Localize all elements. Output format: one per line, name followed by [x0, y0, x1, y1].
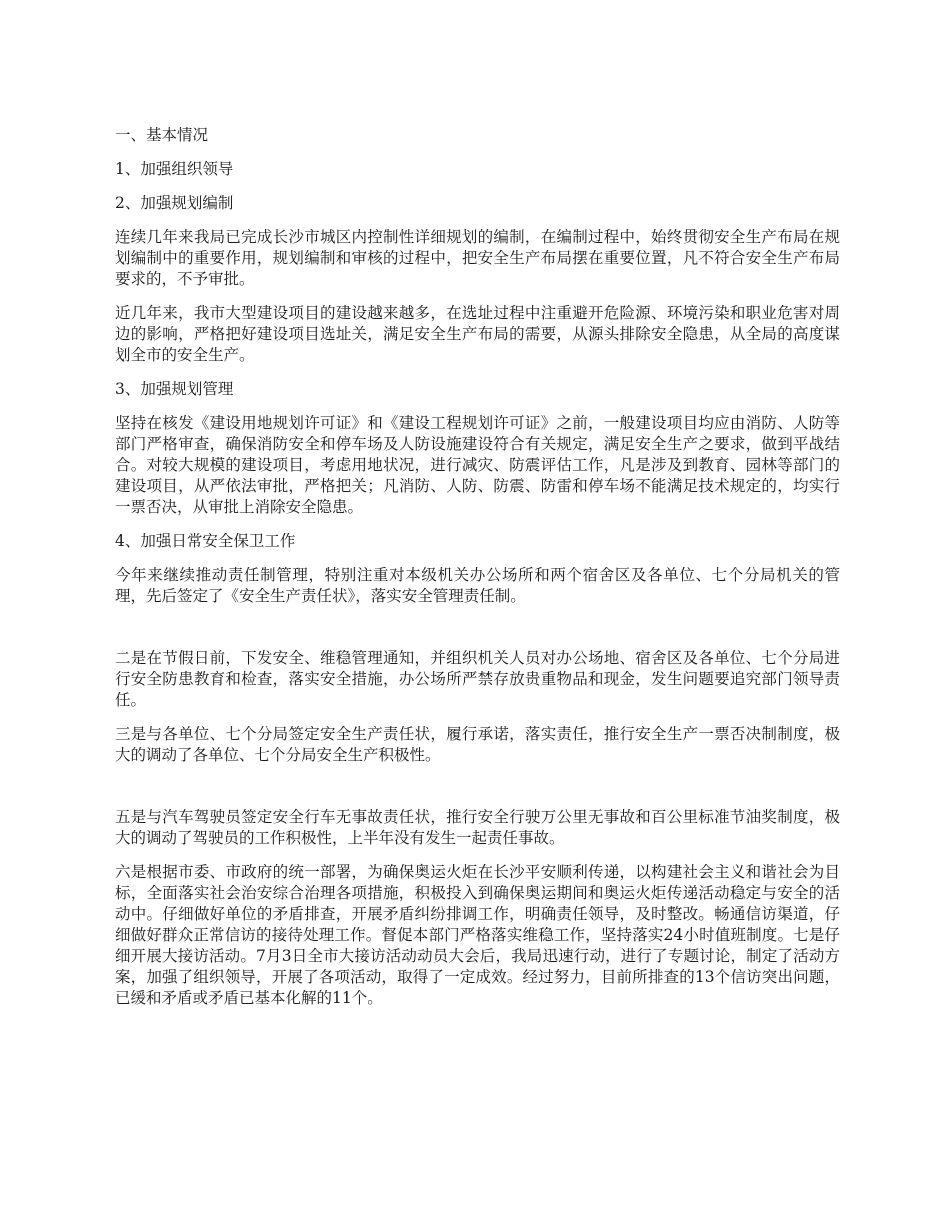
- paragraph-planning-management: 坚持在核发《建设用地规划许可证》和《建设工程规划许可证》之前，一般建设项目均应由消防、人防等部门严格审查，确保消防安全和停车场及人防设施建设符合有关规定，满足安全生产之要求，做到平战结合。对较大规模的建设项目，考虑用地状况，进行减灾、防震评估工作，凡是涉及到教育、园林等部门的建设项目，从严依法审批，严格把关；凡消防、人防、防震、防雷和停车场不能满足技术规定的，均实行一票否决，从审批上消除安全隐患。: [115, 414, 840, 516]
- paragraph-driver-safety: 五是与汽车驾驶员签定安全行车无事故责任状，推行安全行驶万公里无事故和百公里标准节油奖制度，极大的调动了驾驶员的工作积极性，上半年没有发生一起责任事故。: [115, 808, 840, 847]
- blank-gap: [115, 620, 840, 648]
- section-heading-basic: 一、基本情况: [115, 126, 209, 144]
- document-body: [115, 125, 840, 1022]
- blank-gap: [115, 779, 840, 807]
- subheading-daily-security: 4、加强日常安全保卫工作: [115, 532, 296, 550]
- paragraph-stability-petitions: 六是根据市委、市政府的统一部署，为确保奥运火炬在长沙平安顺利传递，以构建社会主义和谐社会为目标，全面落实社会治安综合治理各项措施，积极投入到确保奥运期间和奥运火炬传递活动稳定与安全的活动中。仔细做好单位的矛盾排查，开展矛盾纠纷排调工作，明确责任领导，及时整改。畅通信访渠道，仔细做好群众正常信访的接待处理工作。督促本部门严格落实维稳工作，坚持落实24小时值班制度。七是仔细开展大接访活动。7月3日全市大接访活动动员大会后，我局迅速行动，进行了专题讨论，制定了活动方案，加强了组织领导，开展了各项活动，取得了一定成效。经过努力，目前所排查的13个信访突出问题，已缓和矛盾或矛盾已基本化解的11个。: [115, 863, 840, 1007]
- paragraph-holiday-safety: 二是在节假日前，下发安全、维稳管理通知，并组织机关人员对办公场地、宿舍区及各单位、七个分局进行安全防患教育和检查，落实安全措施，办公场所严禁存放贵重物品和现金，发生问题要追究部门领导责任。: [115, 649, 840, 709]
- paragraph-planning-compilation: 连续几年来我局已完成长沙市城区内控制性详细规划的编制，在编制过程中，始终贯彻安全生产布局在规划编制中的重要作用，规划编制和审核的过程中，把安全生产布局摆在重要位置，凡不符合安全生产布局要求的，不予审批。: [115, 228, 840, 288]
- paragraph-responsibility-system: 今年来继续推动责任制管理，特别注重对本级机关办公场所和两个宿舍区及各单位、七个分局机关的管理，先后签定了《安全生产责任状》，落实安全管理责任制。: [115, 566, 840, 605]
- subheading-planning-management: 3、加强规划管理: [115, 380, 234, 398]
- paragraph-site-selection: 近几年来，我市大型建设项目的建设越来越多，在选址过程中注重避开危险源、环境污染和职业危害对周边的影响，严格把好建设项目选址关，满足安全生产布局的需要，从源头排除安全隐患，从全局的高度谋划全市的安全生产。: [115, 304, 840, 364]
- paragraph-branch-responsibility: 三是与各单位、七个分局签定安全生产责任状，履行承诺，落实责任，推行安全生产一票否决制制度，极大的调动了各单位、七个分局安全生产积极性。: [115, 725, 840, 764]
- subheading-planning-compilation: 2、加强规划编制: [115, 194, 234, 212]
- subheading-organization: 1、加强组织领导: [115, 160, 234, 178]
